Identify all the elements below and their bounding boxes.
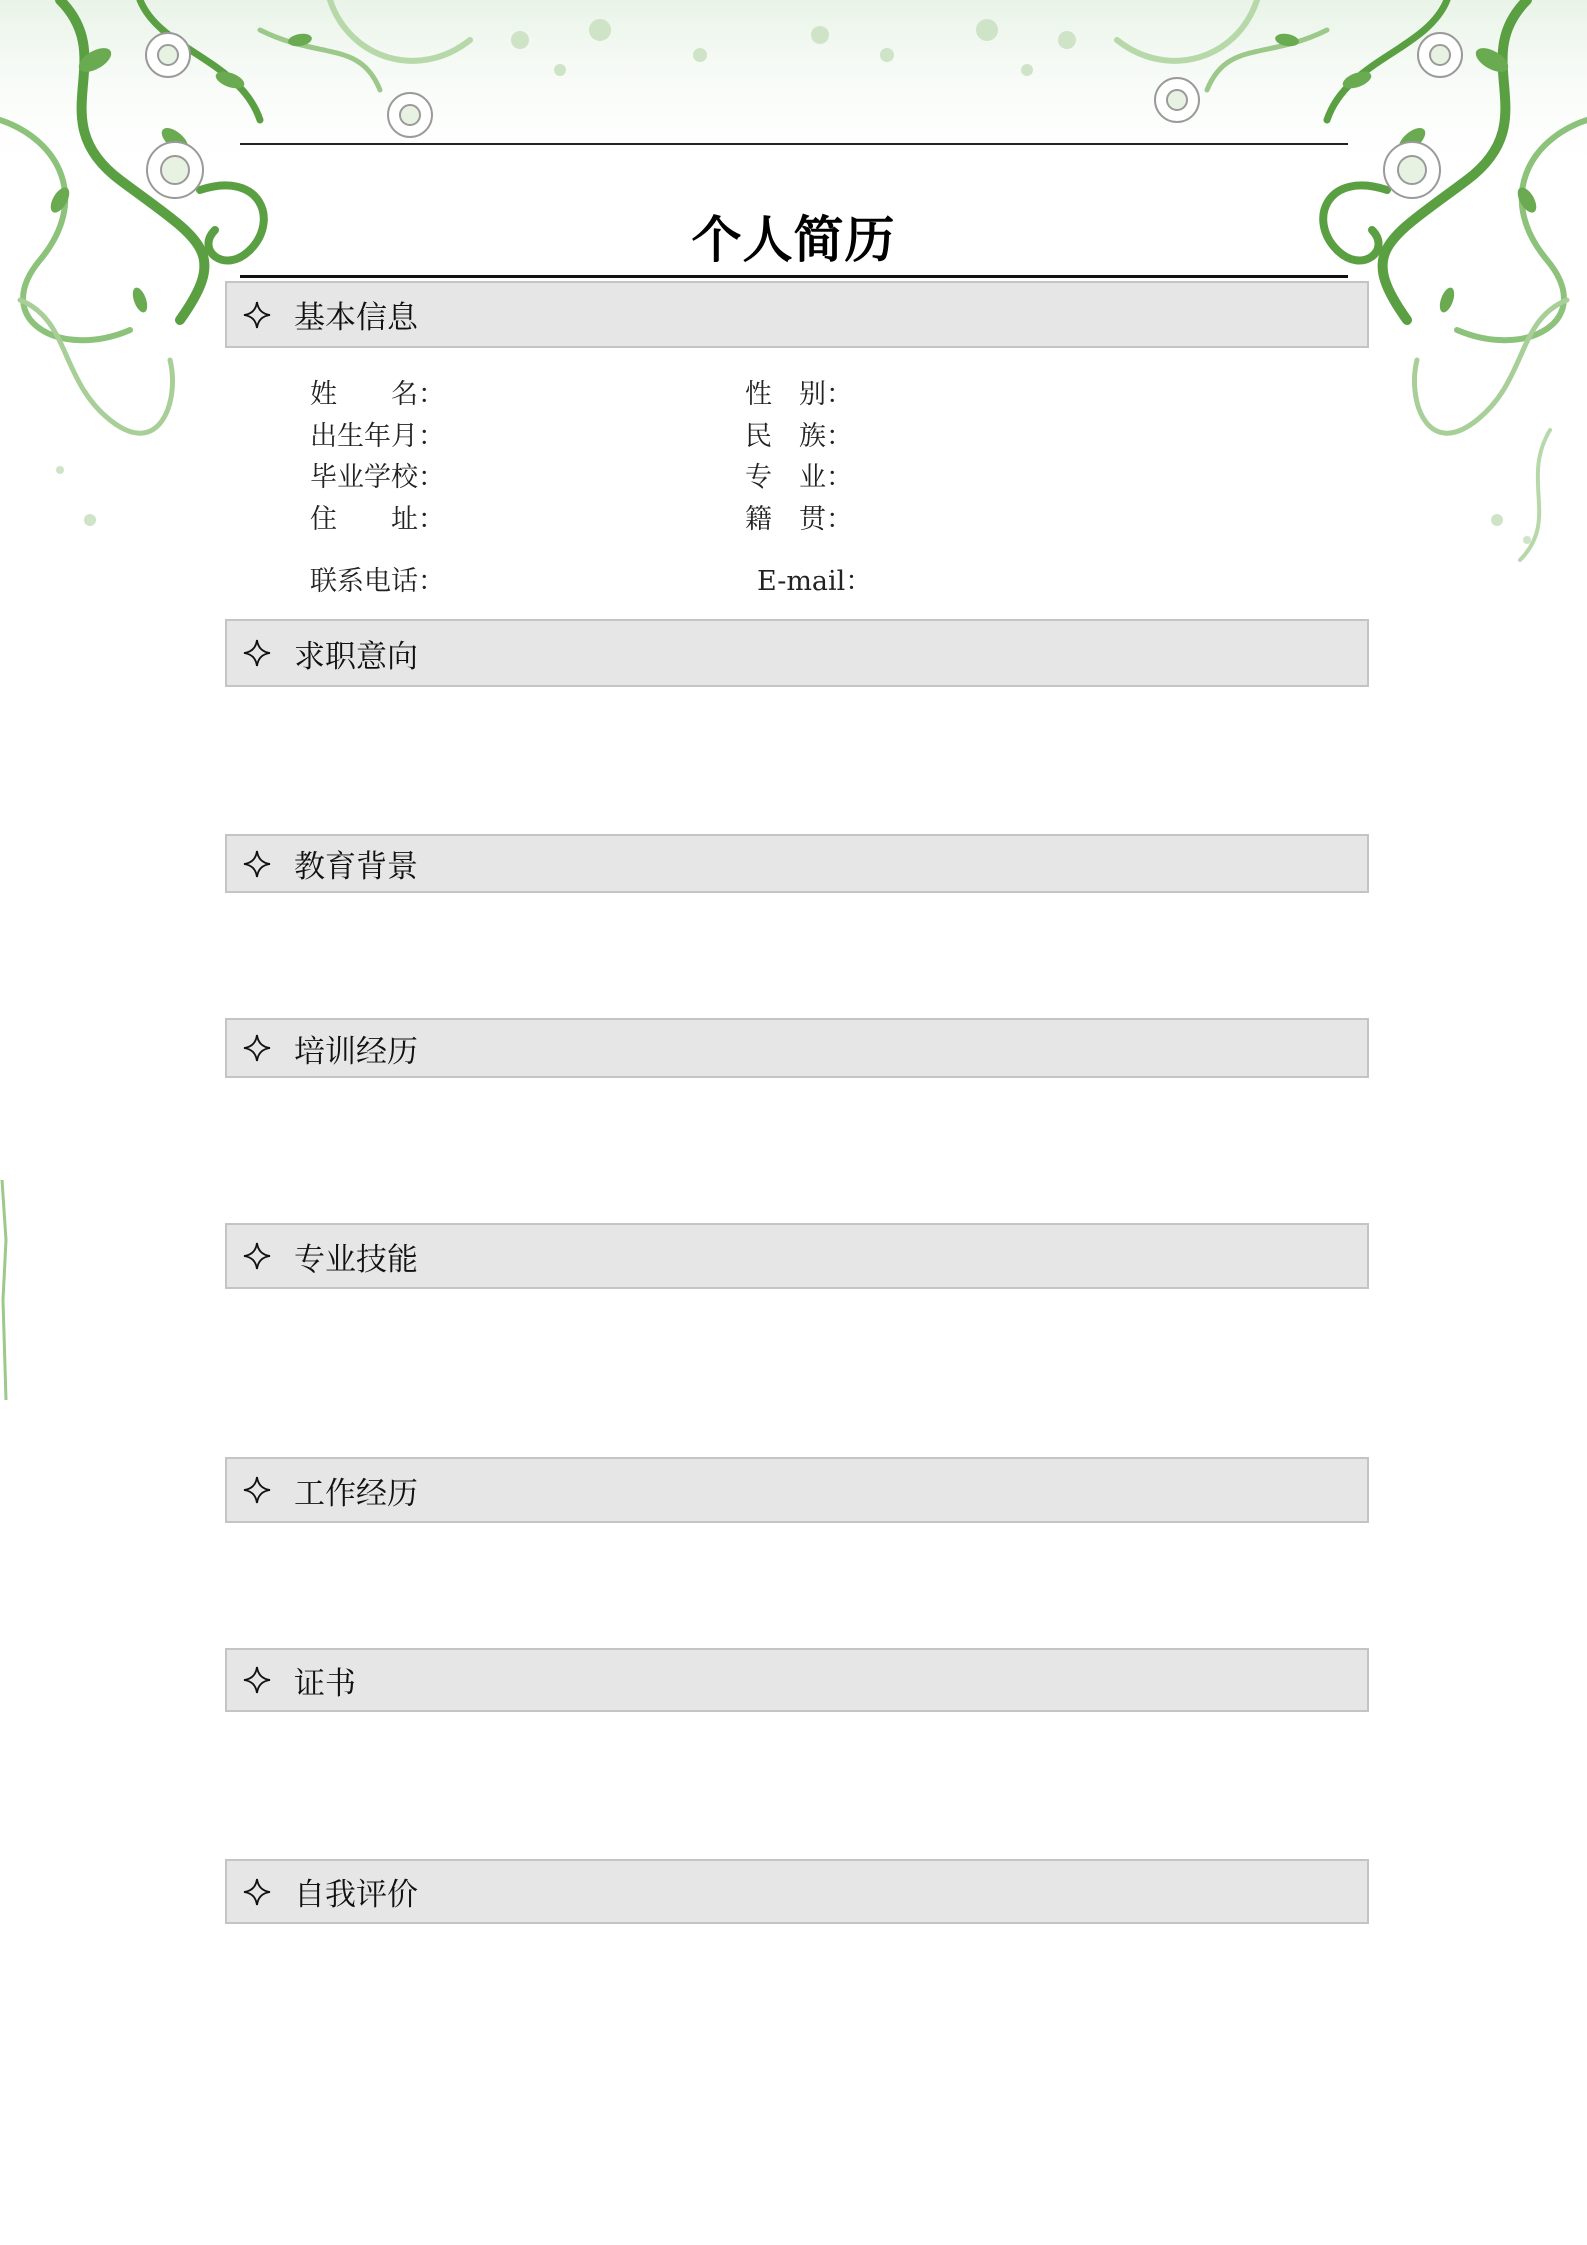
top-rule	[240, 143, 1348, 145]
section-title: 求职意向	[294, 638, 418, 675]
title-rule	[240, 275, 1348, 278]
section-header-basic-info	[225, 281, 1369, 348]
field-name-label: 姓 名：	[310, 379, 445, 410]
field-address-label: 住 址：	[310, 504, 445, 535]
field-native-place-label: 籍 贯：	[745, 504, 853, 535]
field-gender-label: 性 别：	[745, 379, 853, 410]
section-header-self-evaluation	[225, 1859, 1369, 1924]
field-email-label: E-mail：	[757, 566, 873, 597]
four-point-star-icon	[242, 1033, 272, 1063]
section-title: 专业技能	[294, 1241, 418, 1278]
section-title: 教育背景	[294, 849, 418, 885]
four-point-star-icon	[242, 1665, 272, 1695]
four-point-star-icon	[242, 638, 272, 668]
field-school-label: 毕业学校：	[310, 462, 445, 493]
section-header-work	[225, 1457, 1369, 1523]
section-header-skills	[225, 1223, 1369, 1289]
side-decoration	[0, 1180, 12, 1400]
section-title: 证书	[294, 1665, 356, 1702]
field-phone-label: 联系电话：	[310, 566, 445, 597]
section-title: 工作经历	[294, 1475, 418, 1512]
section-header-education	[225, 834, 1369, 893]
section-header-certificates	[225, 1648, 1369, 1712]
four-point-star-icon	[242, 1877, 272, 1907]
page-title: 个人简历	[691, 211, 896, 269]
section-title: 培训经历	[294, 1033, 418, 1070]
field-major-label: 专 业：	[745, 462, 853, 493]
field-birth-label: 出生年月：	[310, 421, 445, 452]
field-ethnicity-label: 民 族：	[745, 421, 853, 452]
section-title: 自我评价	[294, 1877, 418, 1913]
section-header-training	[225, 1018, 1369, 1078]
four-point-star-icon	[242, 300, 272, 330]
section-header-job-intention	[225, 619, 1369, 687]
four-point-star-icon	[242, 849, 272, 879]
four-point-star-icon	[242, 1475, 272, 1505]
four-point-star-icon	[242, 1241, 272, 1271]
section-title: 基本信息	[294, 300, 418, 336]
